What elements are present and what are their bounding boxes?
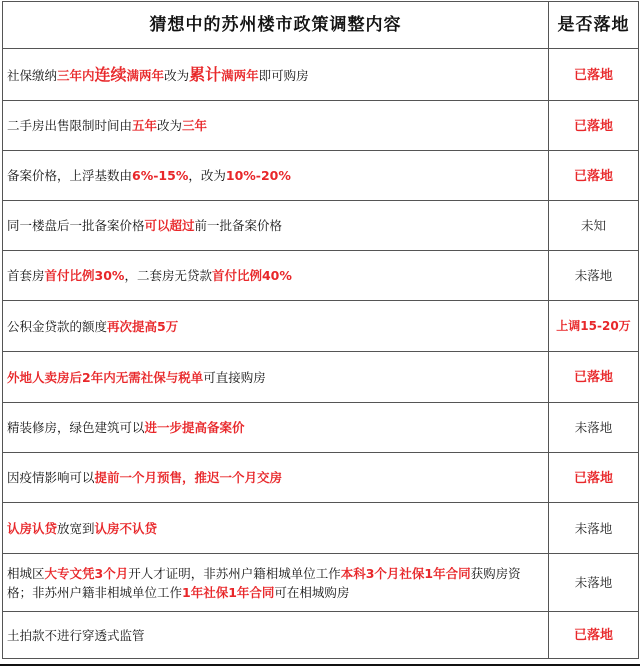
status-badge: 未落地 xyxy=(574,268,613,283)
policy-highlight-text: 三年 xyxy=(182,118,208,133)
policy-content-cell xyxy=(3,49,549,101)
policy-table xyxy=(2,1,639,659)
policy-highlight-text: 提前一个月预售，推迟一个月交房 xyxy=(94,470,283,485)
policy-content-cell xyxy=(3,554,549,612)
policy-text: 改为 xyxy=(164,67,190,83)
policy-content-cell xyxy=(3,151,549,201)
policy-text: 即可购房 xyxy=(258,67,309,83)
policy-text: 首套房 xyxy=(7,268,45,283)
table-row xyxy=(3,201,639,251)
policy-text: 公积金贷款的额度 xyxy=(7,318,108,334)
policy-highlight-text: 首付比例40% xyxy=(211,268,292,283)
policy-text: 可在相城购房 xyxy=(274,584,350,600)
policy-highlight-text: 认房不认贷 xyxy=(94,520,158,536)
policy-text: 相城区 xyxy=(7,565,45,581)
policy-highlight-text: 可以超过 xyxy=(144,218,195,233)
status-cell xyxy=(549,251,639,301)
policy-text: 精装修房，绿色建筑可以 xyxy=(7,420,145,435)
policy-highlight-text: 满两年 xyxy=(126,67,165,83)
policy-content-cell xyxy=(3,101,549,151)
policy-content-cell xyxy=(3,403,549,453)
table-row xyxy=(3,101,639,151)
policy-highlight-text: 连续 xyxy=(94,64,127,84)
table-row xyxy=(3,301,639,352)
policy-highlight-text: 认房认贷 xyxy=(7,520,58,536)
policy-highlight-text: 外地人卖房后2年内无需社保与税单 xyxy=(7,369,204,385)
status-cell xyxy=(549,151,639,201)
header-row xyxy=(3,2,639,49)
policy-highlight-text: 首付比例30% xyxy=(44,268,125,283)
status-badge: 已落地 xyxy=(573,67,613,83)
table-row xyxy=(3,151,639,201)
policy-highlight-text: 1年社保1年合同 xyxy=(182,584,275,600)
policy-content-cell xyxy=(3,201,549,251)
table-row xyxy=(3,503,639,554)
status-cell xyxy=(549,403,639,453)
status-badge: 已落地 xyxy=(573,118,613,134)
policy-table-image xyxy=(0,1,640,666)
policy-highlight-text: 再次提高5万 xyxy=(107,318,179,334)
table-row xyxy=(3,251,639,301)
table-row xyxy=(3,554,639,612)
policy-text: 前一批备案价格 xyxy=(194,218,283,233)
status-badge: 未落地 xyxy=(574,575,613,590)
policy-highlight-text: 满两年 xyxy=(221,67,259,83)
policy-content-cell xyxy=(3,251,549,301)
policy-highlight-text: 10%-20% xyxy=(225,168,291,183)
status-badge: 已落地 xyxy=(573,628,613,643)
policy-content-cell xyxy=(3,352,549,403)
status-badge: 未落地 xyxy=(574,520,613,536)
header-content: 猜想中的苏州楼市政策调整内容 xyxy=(3,2,549,49)
policy-text: 同一楼盘后一批备案价格 xyxy=(7,218,145,233)
status-cell xyxy=(549,554,639,612)
table-row xyxy=(3,403,639,453)
status-badge: 已落地 xyxy=(573,370,613,385)
policy-text: 因疫情影响可以 xyxy=(7,470,95,485)
status-badge: 已落地 xyxy=(573,168,613,184)
policy-text: 土拍款不进行穿透式监管 xyxy=(7,627,145,643)
status-cell xyxy=(549,201,639,251)
policy-content-cell xyxy=(3,301,549,352)
policy-text: 备案价格，上浮基数由 xyxy=(7,168,133,183)
policy-highlight-text: 累计 xyxy=(189,64,222,84)
policy-highlight-text: 五年 xyxy=(132,118,158,133)
policy-text: 二手房出售限制时间由 xyxy=(7,118,133,133)
policy-text: ，改为 xyxy=(188,168,226,183)
status-badge: 已落地 xyxy=(573,470,613,486)
status-badge: 未知 xyxy=(580,218,606,233)
policy-text: 社保缴纳 xyxy=(7,67,58,83)
status-badge: 未落地 xyxy=(574,420,613,435)
table-row xyxy=(3,49,639,101)
status-badge: 上调15-20万 xyxy=(556,319,631,333)
status-cell xyxy=(549,612,639,659)
status-cell xyxy=(549,352,639,403)
status-cell xyxy=(549,453,639,503)
status-cell xyxy=(549,101,639,151)
table-body xyxy=(3,49,639,659)
status-cell xyxy=(549,301,639,352)
header-status: 是否落地 xyxy=(549,2,639,49)
status-cell xyxy=(549,49,639,101)
table-row xyxy=(3,453,639,503)
policy-text: 改为 xyxy=(157,118,183,133)
policy-highlight-text: 大专文凭3个月 xyxy=(44,565,129,581)
table-row xyxy=(3,612,639,659)
policy-highlight-text: 6%-15% xyxy=(132,168,189,183)
policy-content-cell xyxy=(3,503,549,554)
policy-text: ，二套房无贷款 xyxy=(124,268,212,283)
policy-content-cell xyxy=(3,612,549,659)
policy-content-cell xyxy=(3,453,549,503)
policy-highlight-text: 本科3个月社保1年合同 xyxy=(340,565,471,581)
policy-text: 放宽到 xyxy=(57,520,95,536)
status-cell xyxy=(549,503,639,554)
policy-highlight-text: 进一步提高备案价 xyxy=(144,420,245,435)
policy-text: 可直接购房 xyxy=(203,369,266,385)
policy-text: 开人才证明，非苏州户籍相城单位工作 xyxy=(128,565,341,581)
policy-highlight-text: 三年内 xyxy=(57,67,95,83)
policy-text: 获购房资格；非苏州户籍非相城单位工作 xyxy=(7,565,521,600)
table-row xyxy=(3,352,639,403)
